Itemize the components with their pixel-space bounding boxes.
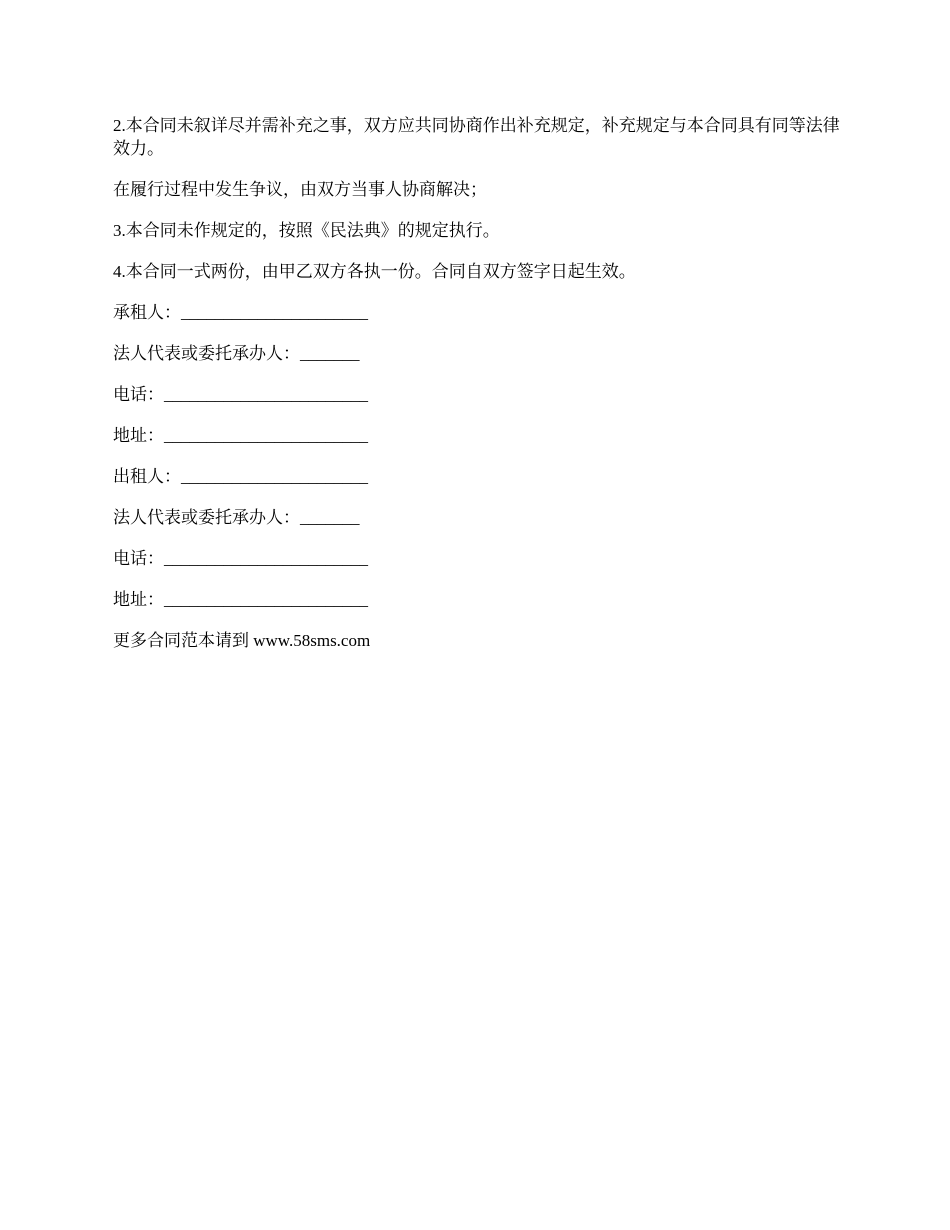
clause-4: 4.本合同一式两份，由甲乙双方各执一份。合同自双方签字日起生效。 [113,262,636,281]
lessee-representative-field: 法人代表或委托承办人：_______ [113,344,360,363]
lessor-address-field: 地址：________________________ [113,590,368,609]
document-page [113,114,841,670]
lessor-field: 出租人：______________________ [113,467,368,486]
clause-2: 2.本合同未叙详尽并需补充之事，双方应共同协商作出补充规定，补充规定与本合同具有同等法律效力。 [113,116,840,158]
lessee-address-field: 地址：________________________ [113,426,368,445]
footer-link-text: 更多合同范本请到 www.58sms.com [113,631,371,650]
dispute-clause: 在履行过程中发生争议，由双方当事人协商解决； [113,180,487,199]
lessor-phone-field: 电话：________________________ [113,549,368,568]
lessee-phone-field: 电话：________________________ [113,385,368,404]
lessor-representative-field: 法人代表或委托承办人：_______ [113,508,360,527]
lessee-field: 承租人：______________________ [113,303,368,322]
clause-3: 3.本合同未作规定的，按照《民法典》的规定执行。 [113,221,500,240]
